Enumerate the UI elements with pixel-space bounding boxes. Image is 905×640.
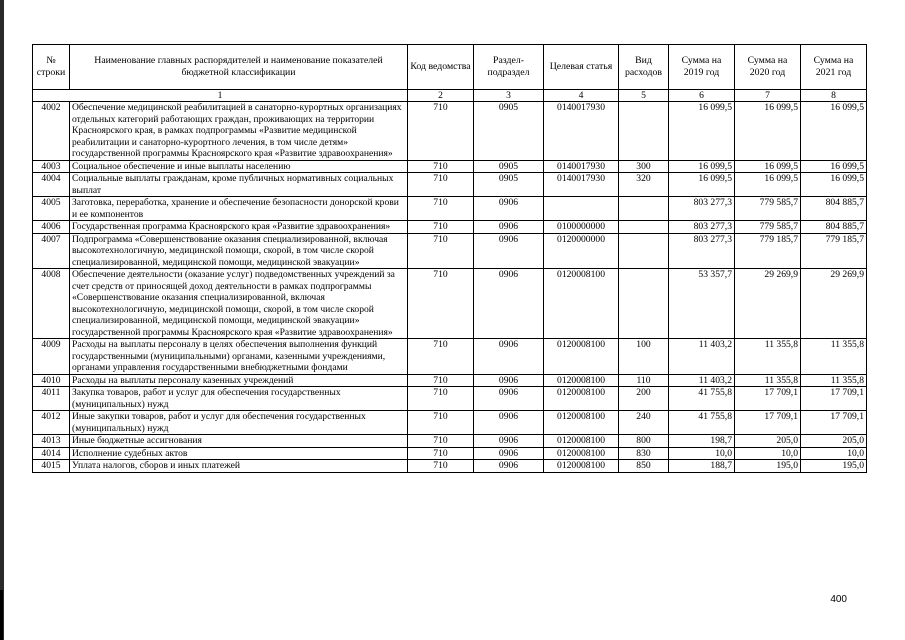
row-name: Закупка товаров, работ и услуг для обеспечения государственных (муниципальных) нужд — [70, 387, 408, 411]
row-expense-kind — [619, 233, 669, 269]
row-expense-kind: 110 — [619, 374, 669, 387]
row-section: 0906 — [474, 435, 544, 448]
row-expense-kind: 320 — [619, 173, 669, 197]
row-target-item: 0120008100 — [544, 447, 619, 460]
row-sum-2021: 804 885,7 — [801, 197, 867, 221]
row-sum-2021: 11 355,8 — [801, 339, 867, 375]
row-target-item: 0120008100 — [544, 374, 619, 387]
row-sum-2020: 10,0 — [735, 447, 801, 460]
row-dept-code: 710 — [408, 102, 474, 161]
table-row — [33, 447, 867, 460]
column-number: 7 — [735, 90, 801, 102]
row-sum-2020: 16 099,5 — [735, 173, 801, 197]
row-sum-2019: 803 277,3 — [669, 233, 735, 269]
row-sum-2021: 10,0 — [801, 447, 867, 460]
row-section: 0906 — [474, 233, 544, 269]
row-section: 0906 — [474, 339, 544, 375]
row-target-item: 0120008100 — [544, 411, 619, 435]
row-sum-2019: 198,7 — [669, 435, 735, 448]
row-dept-code: 710 — [408, 197, 474, 221]
row-number: 4005 — [33, 197, 70, 221]
table-row — [33, 435, 867, 448]
row-target-item: 0120008100 — [544, 460, 619, 473]
row-expense-kind: 830 — [619, 447, 669, 460]
row-sum-2019: 16 099,5 — [669, 173, 735, 197]
row-dept-code: 710 — [408, 269, 474, 339]
row-sum-2021: 17 709,1 — [801, 387, 867, 411]
row-sum-2021: 779 185,7 — [801, 233, 867, 269]
row-dept-code: 710 — [408, 387, 474, 411]
header-sum-2020: Сумма на 2020 год — [735, 45, 801, 90]
row-expense-kind: 300 — [619, 160, 669, 173]
column-number: 1 — [33, 90, 408, 102]
row-number: 4014 — [33, 447, 70, 460]
table-header-row — [33, 45, 867, 90]
row-name: Расходы на выплаты персоналу в целях обеспечения выполнения функций государственными (муниципальными) органами, казенными учреждениями, органами управления государственными внебюджетными фондами — [70, 339, 408, 375]
row-sum-2020: 11 355,8 — [735, 339, 801, 375]
column-number: 8 — [801, 90, 867, 102]
row-sum-2019: 11 403,2 — [669, 339, 735, 375]
page-number: 400 — [830, 594, 847, 605]
row-sum-2020: 779 185,7 — [735, 233, 801, 269]
row-expense-kind: 200 — [619, 387, 669, 411]
row-expense-kind — [619, 221, 669, 234]
column-number-row — [33, 90, 867, 102]
budget-table — [32, 44, 867, 473]
row-number: 4003 — [33, 160, 70, 173]
row-section: 0906 — [474, 411, 544, 435]
row-name: Государственная программа Красноярского края «Развитие здравоохранения» — [70, 221, 408, 234]
table-row — [33, 102, 867, 161]
row-sum-2021: 16 099,5 — [801, 173, 867, 197]
row-sum-2021: 16 099,5 — [801, 160, 867, 173]
table-row — [33, 269, 867, 339]
row-dept-code: 710 — [408, 435, 474, 448]
row-name: Социальные выплаты гражданам, кроме публичных нормативных социальных выплат — [70, 173, 408, 197]
row-dept-code: 710 — [408, 460, 474, 473]
row-sum-2020: 16 099,5 — [735, 160, 801, 173]
column-number: 6 — [669, 90, 735, 102]
table-row — [33, 173, 867, 197]
row-expense-kind — [619, 197, 669, 221]
row-target-item: 0140017930 — [544, 160, 619, 173]
column-number: 2 — [408, 90, 474, 102]
row-target-item: 0120008100 — [544, 339, 619, 375]
row-target-item — [544, 197, 619, 221]
row-dept-code: 710 — [408, 411, 474, 435]
row-number: 4010 — [33, 374, 70, 387]
row-sum-2020: 779 585,7 — [735, 221, 801, 234]
row-section: 0906 — [474, 221, 544, 234]
row-sum-2020: 16 099,5 — [735, 102, 801, 161]
row-sum-2019: 11 403,2 — [669, 374, 735, 387]
table-row — [33, 374, 867, 387]
header-sum-2021: Сумма на 2021 год — [801, 45, 867, 90]
row-number: 4011 — [33, 387, 70, 411]
row-name: Обеспечение медицинской реабилитацией в санаторно-курортных организациях отдельных категорий работающих граждан, проживающих на территории Красноярского края, в рамках подпрограммы «Развитие медицинской реабилитации и санаторно-курортного лечения, в том числе детям» государственной программы Красноярского края «Развитие здравоохранения» — [70, 102, 408, 161]
row-expense-kind: 850 — [619, 460, 669, 473]
row-section: 0906 — [474, 269, 544, 339]
row-sum-2020: 779 585,7 — [735, 197, 801, 221]
row-target-item: 0140017930 — [544, 102, 619, 161]
table-row — [33, 460, 867, 473]
row-target-item: 0120000000 — [544, 233, 619, 269]
row-expense-kind — [619, 102, 669, 161]
header-expense-kind: Вид расходов — [619, 45, 669, 90]
row-target-item: 0140017930 — [544, 173, 619, 197]
row-number: 4015 — [33, 460, 70, 473]
row-sum-2020: 17 709,1 — [735, 411, 801, 435]
row-section: 0906 — [474, 374, 544, 387]
row-sum-2021: 195,0 — [801, 460, 867, 473]
row-name: Заготовка, переработка, хранение и обеспечение безопасности донорской крови и ее компонентов — [70, 197, 408, 221]
header-sum-2019: Сумма на 2019 год — [669, 45, 735, 90]
row-sum-2019: 16 099,5 — [669, 102, 735, 161]
table-row — [33, 221, 867, 234]
table-row — [33, 387, 867, 411]
row-section: 0906 — [474, 197, 544, 221]
row-sum-2019: 188,7 — [669, 460, 735, 473]
row-sum-2019: 53 357,7 — [669, 269, 735, 339]
row-name: Социальное обеспечение и иные выплаты населению — [70, 160, 408, 173]
row-expense-kind — [619, 269, 669, 339]
row-name: Расходы на выплаты персоналу казенных учреждений — [70, 374, 408, 387]
row-target-item: 0120008100 — [544, 387, 619, 411]
table-row — [33, 160, 867, 173]
scan-left-edge — [0, 0, 4, 640]
row-expense-kind: 800 — [619, 435, 669, 448]
row-sum-2021: 16 099,5 — [801, 102, 867, 161]
row-number: 4007 — [33, 233, 70, 269]
row-dept-code: 710 — [408, 374, 474, 387]
row-name: Исполнение судебных актов — [70, 447, 408, 460]
row-name: Уплата налогов, сборов и иных платежей — [70, 460, 408, 473]
row-section: 0905 — [474, 160, 544, 173]
row-sum-2019: 41 755,8 — [669, 411, 735, 435]
header-dept-code: Код ведомства — [408, 45, 474, 90]
row-number: 4002 — [33, 102, 70, 161]
header-section: Раздел-подраздел — [474, 45, 544, 90]
row-name: Иные закупки товаров, работ и услуг для обеспечения государственных (муниципальных) нужд — [70, 411, 408, 435]
row-number: 4008 — [33, 269, 70, 339]
row-sum-2019: 41 755,8 — [669, 387, 735, 411]
row-section: 0905 — [474, 102, 544, 161]
row-number: 4009 — [33, 339, 70, 375]
row-sum-2020: 29 269,9 — [735, 269, 801, 339]
row-name: Обеспечение деятельности (оказание услуг) подведомственных учреждений за счет средств от приносящей доход деятельности в рамках подпрограммы «Совершенствование оказания специализированной, включая высокотехнологичную, медицинской помощи, скорой, в том числе скорой специализированной, медицинской помощи, медицинской эвакуации» государственной программы Красноярского края «Развитие здравоохранения» — [70, 269, 408, 339]
row-number: 4013 — [33, 435, 70, 448]
column-number: 3 — [474, 90, 544, 102]
row-dept-code: 710 — [408, 339, 474, 375]
row-sum-2021: 11 355,8 — [801, 374, 867, 387]
row-name: Иные бюджетные ассигнования — [70, 435, 408, 448]
row-sum-2020: 195,0 — [735, 460, 801, 473]
column-number: 5 — [619, 90, 669, 102]
scan-left-edge-mark — [0, 590, 3, 640]
row-section: 0906 — [474, 387, 544, 411]
header-row-number: № строки — [33, 45, 70, 90]
row-sum-2021: 804 885,7 — [801, 221, 867, 234]
row-sum-2019: 16 099,5 — [669, 160, 735, 173]
header-name: Наименование главных распорядителей и наименование показателей бюджетной классификации — [70, 45, 408, 90]
row-number: 4006 — [33, 221, 70, 234]
row-sum-2021: 205,0 — [801, 435, 867, 448]
row-sum-2020: 11 355,8 — [735, 374, 801, 387]
row-sum-2021: 17 709,1 — [801, 411, 867, 435]
table-row — [33, 233, 867, 269]
column-number: 4 — [544, 90, 619, 102]
row-target-item: 0100000000 — [544, 221, 619, 234]
row-number: 4004 — [33, 173, 70, 197]
row-dept-code: 710 — [408, 221, 474, 234]
row-target-item: 0120008100 — [544, 269, 619, 339]
table-row — [33, 197, 867, 221]
table-row — [33, 339, 867, 375]
row-dept-code: 710 — [408, 173, 474, 197]
row-sum-2019: 803 277,3 — [669, 221, 735, 234]
row-section: 0905 — [474, 173, 544, 197]
row-sum-2020: 17 709,1 — [735, 387, 801, 411]
row-name: Подпрограмма «Совершенствование оказания специализированной, включая высокотехнологичную, медицинской помощи, скорой, в том числе скорой специализированной, медицинской помощи, медицинской эвакуации» — [70, 233, 408, 269]
row-expense-kind: 100 — [619, 339, 669, 375]
row-section: 0906 — [474, 460, 544, 473]
row-dept-code: 710 — [408, 447, 474, 460]
row-section: 0906 — [474, 447, 544, 460]
row-sum-2020: 205,0 — [735, 435, 801, 448]
row-sum-2019: 803 277,3 — [669, 197, 735, 221]
row-target-item: 0120008100 — [544, 435, 619, 448]
row-dept-code: 710 — [408, 160, 474, 173]
header-target-item: Целевая статья — [544, 45, 619, 90]
row-expense-kind: 240 — [619, 411, 669, 435]
row-number: 4012 — [33, 411, 70, 435]
table-row — [33, 411, 867, 435]
row-sum-2021: 29 269,9 — [801, 269, 867, 339]
row-dept-code: 710 — [408, 233, 474, 269]
row-sum-2019: 10,0 — [669, 447, 735, 460]
